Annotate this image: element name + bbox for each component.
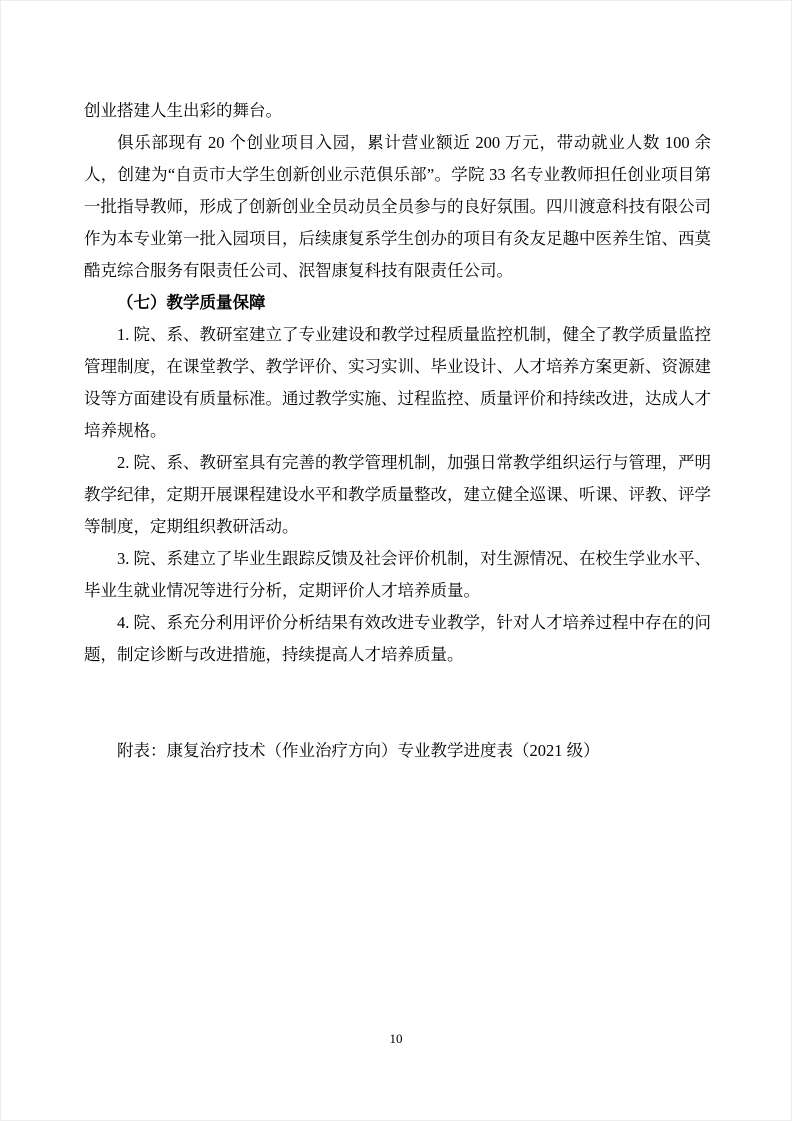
list-item-3: 3. 院、系建立了毕业生跟踪反馈及社会评价机制，对生源情况、在校生学业水平、毕业生就业情况等进行分析，定期评价人才培养质量。 — [84, 549, 711, 600]
page-number: 10 — [389, 1031, 403, 1046]
list-item-1: 1. 院、系、教研室建立了专业建设和教学过程质量监控机制，健全了教学质量监控管理制度，在课堂教学、教学评价、实习实训、毕业设计、人才培养方案更新、资源建设等方面建设有质量标准。通过教学实施、过程监控、质量评价和持续改进，达成人才培养规格。 — [84, 325, 711, 440]
section-heading-teaching-quality: （七）教学质量保障 — [117, 293, 266, 312]
paragraph-continuation: 创业搭建人生出彩的舞台。 — [84, 101, 282, 120]
paragraph-club-projects: 俱乐部现有 20 个创业项目入园，累计营业额近 200 万元，带动就业人数 100 余人，创建为“自贡市大学生创新创业示范俱乐部”。学院 33 名专业教师担任创业项目第一批指导教师，形成了创新创业全员动员全员参与的良好氛围。四川渡意科技有限公司作为本专业第一批入园项目，后续康复系学生创办的项目有灸友足趣中医养生馆、西莫酷克综合服务有限责任公司、泯智康复科技有限责任公司。 — [84, 133, 711, 280]
attachment-note: 附表：康复治疗技术（作业治疗方向）专业教学进度表（2021 级） — [117, 741, 600, 760]
list-item-2: 2. 院、系、教研室具有完善的教学管理机制，加强日常教学组织运行与管理，严明教学纪律，定期开展课程建设水平和教学质量整改，建立健全巡课、听课、评教、评学等制度，定期组织教研活动。 — [84, 453, 711, 536]
list-item-4: 4. 院、系充分利用评价分析结果有效改进专业教学，针对人才培养过程中存在的问题，制定诊断与改进措施，持续提高人才培养质量。 — [84, 613, 711, 664]
document-body — [84, 95, 711, 767]
